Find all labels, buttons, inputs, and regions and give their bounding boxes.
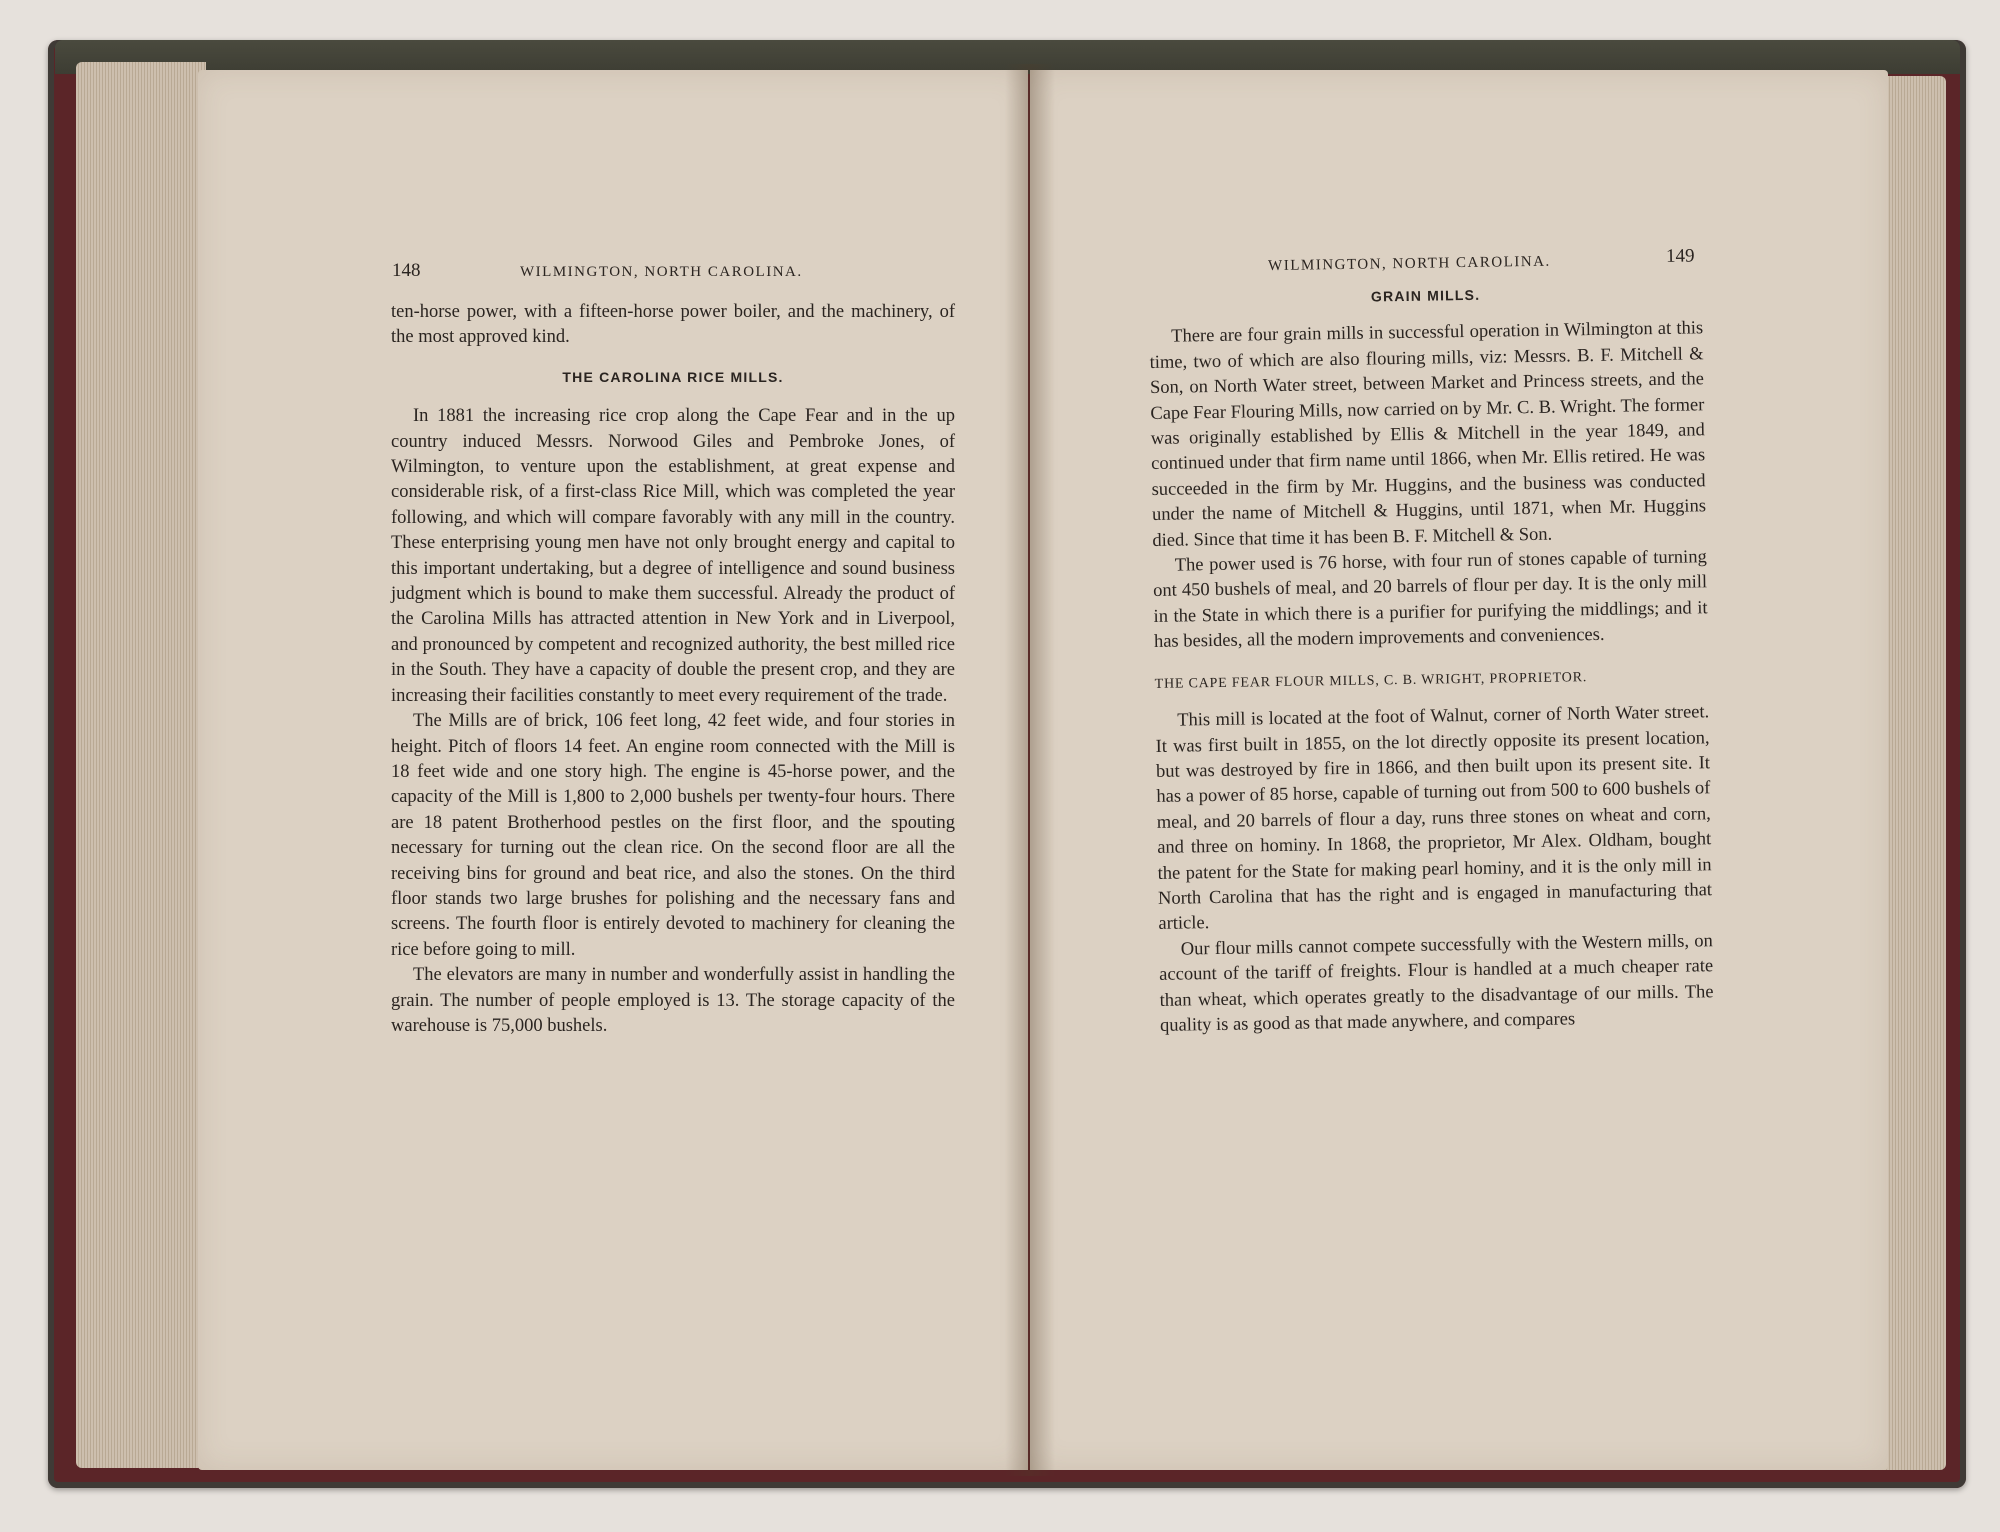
intro-paragraph: ten-horse power, with a fifteen-horse power boiler, and the machinery, of the most approved kind. [391,302,955,348]
right-page-body [1148,275,1714,1039]
page-number: 148 [392,260,421,281]
paragraph: The Mills are of brick, 106 feet long, 42 feet wide, and four stories in height. Pitch of floors 14 feet. An engine room connected with the Mill is 18 feet wide and one story high. The engine is 45-horse power, and the capacity of the Mill is 1,800 to 2,000 bushels per twenty-four hours. There are 18 patent Brotherhood pestles on the first floor, and the spouting necessary for turning out the clean rice. On the second floor are all the receiving bins for ground and beat rice, and also the stones. On the third floor stands two large brushes for polishing and the necessary fans and screens. The fourth floor is entirely devoted to machinery for cleaning the rice before going to mill. [391,711,955,960]
page-number: 149 [1665,245,1695,267]
right-page-content [1148,245,1721,1220]
running-header: WILMINGTON, NORTH CAROLINA. [520,264,803,280]
left-page-body [391,300,955,1039]
paragraph: In 1881 the increasing rice crop along the Cape Fear and in the up country induced Messrs. Norwood Giles and Pembroke Jones, of Wilmington, to venture upon the establishment, at great expense and considerable risk, of a first-class Rice Mill, which was completed the year following, and which will compare favorably with any mill in the country. These enterprising young men have not only brought energy and capital to this important undertaking, but a degree of intelligence and sound business judgment which is bound to make them successful. Already the product of the Carolina Mills has attracted attention in New York and in Liverpool, and pronounced by competent and recognized authority, the best milled rice in the South. They have a capacity of double the present crop, and they are increasing their facilities constantly to meet every requirement of the trade. [391,406,955,706]
right-page-edges [1880,76,1946,1470]
left-page-edges [76,62,206,1468]
paragraph: The elevators are many in number and wonderfully assist in handling the grain. The number of people employed is 13. The storage capacity of the warehouse is 75,000 bushels. [391,965,955,1036]
section-heading: THE CAROLINA RICE MILLS. [562,368,784,385]
paragraph: There are four grain mills in successful operation in Wilmington at this time, two of which are also flouring mills, viz: Messrs. B. F. Mitchell & Son, on North Water street, between Market and Princess streets, and the Cape Fear Flouring Mills, now carried on by Mr. C. B. Wright. The former was originally established by Ellis & Mitchell in the year 1849, and continued under that firm name until 1866, when Mr. Ellis retired. He was succeeded in the firm by Mr. Huggins, and the business was conducted under the name of Mitchell & Huggins, until 1871, when Mr. Huggins died. Since that time it has been B. F. Mitchell & Son. [1149,318,1707,551]
paragraph: The power used is 76 horse, with four run of stones capable of turning ont 450 bushels of meal, and 20 barrels of flour per day. It is the only mill in the State in which there is a purifier for purifying the middlings; and it has besides, all the modern improvements and conveniences. [1153,547,1708,653]
paragraph: Our flour mills cannot compete successfully with the Western mills, on account of the tariff of freights. Flour is handled at a much cheaper rate than wheat, which operates greatly to the disadvantage of our mills. The quality is as good as that made anywhere, and compares [1159,930,1714,1036]
subsection-heading: THE CAPE FEAR FLOUR MILLS, C. B. WRIGHT, PROPRIETOR. [1154,669,1588,692]
section-heading: GRAIN MILLS. [1370,286,1481,305]
running-header: WILMINGTON, NORTH CAROLINA. [1267,253,1551,275]
book-gutter [1005,64,1055,1476]
paragraph: This mill is located at the foot of Walnut, corner of North Water street. It was first built in 1855, on the lot directly opposite its present location, but was destroyed by fire in 1866, and then built upon its present site. It has a power of 85 horse, capable of turning out from 500 to 600 bushels of meal, and 20 barrels of flour a day, runs three stones on wheat and corn, and three on hominy. In 1868, the proprietor, Mr Alex. Oldham, bought the patent for the State for making pearl hominy, and it is the only mill in North Carolina that has the right and is engaged in manufacturing that article. [1155,702,1713,935]
